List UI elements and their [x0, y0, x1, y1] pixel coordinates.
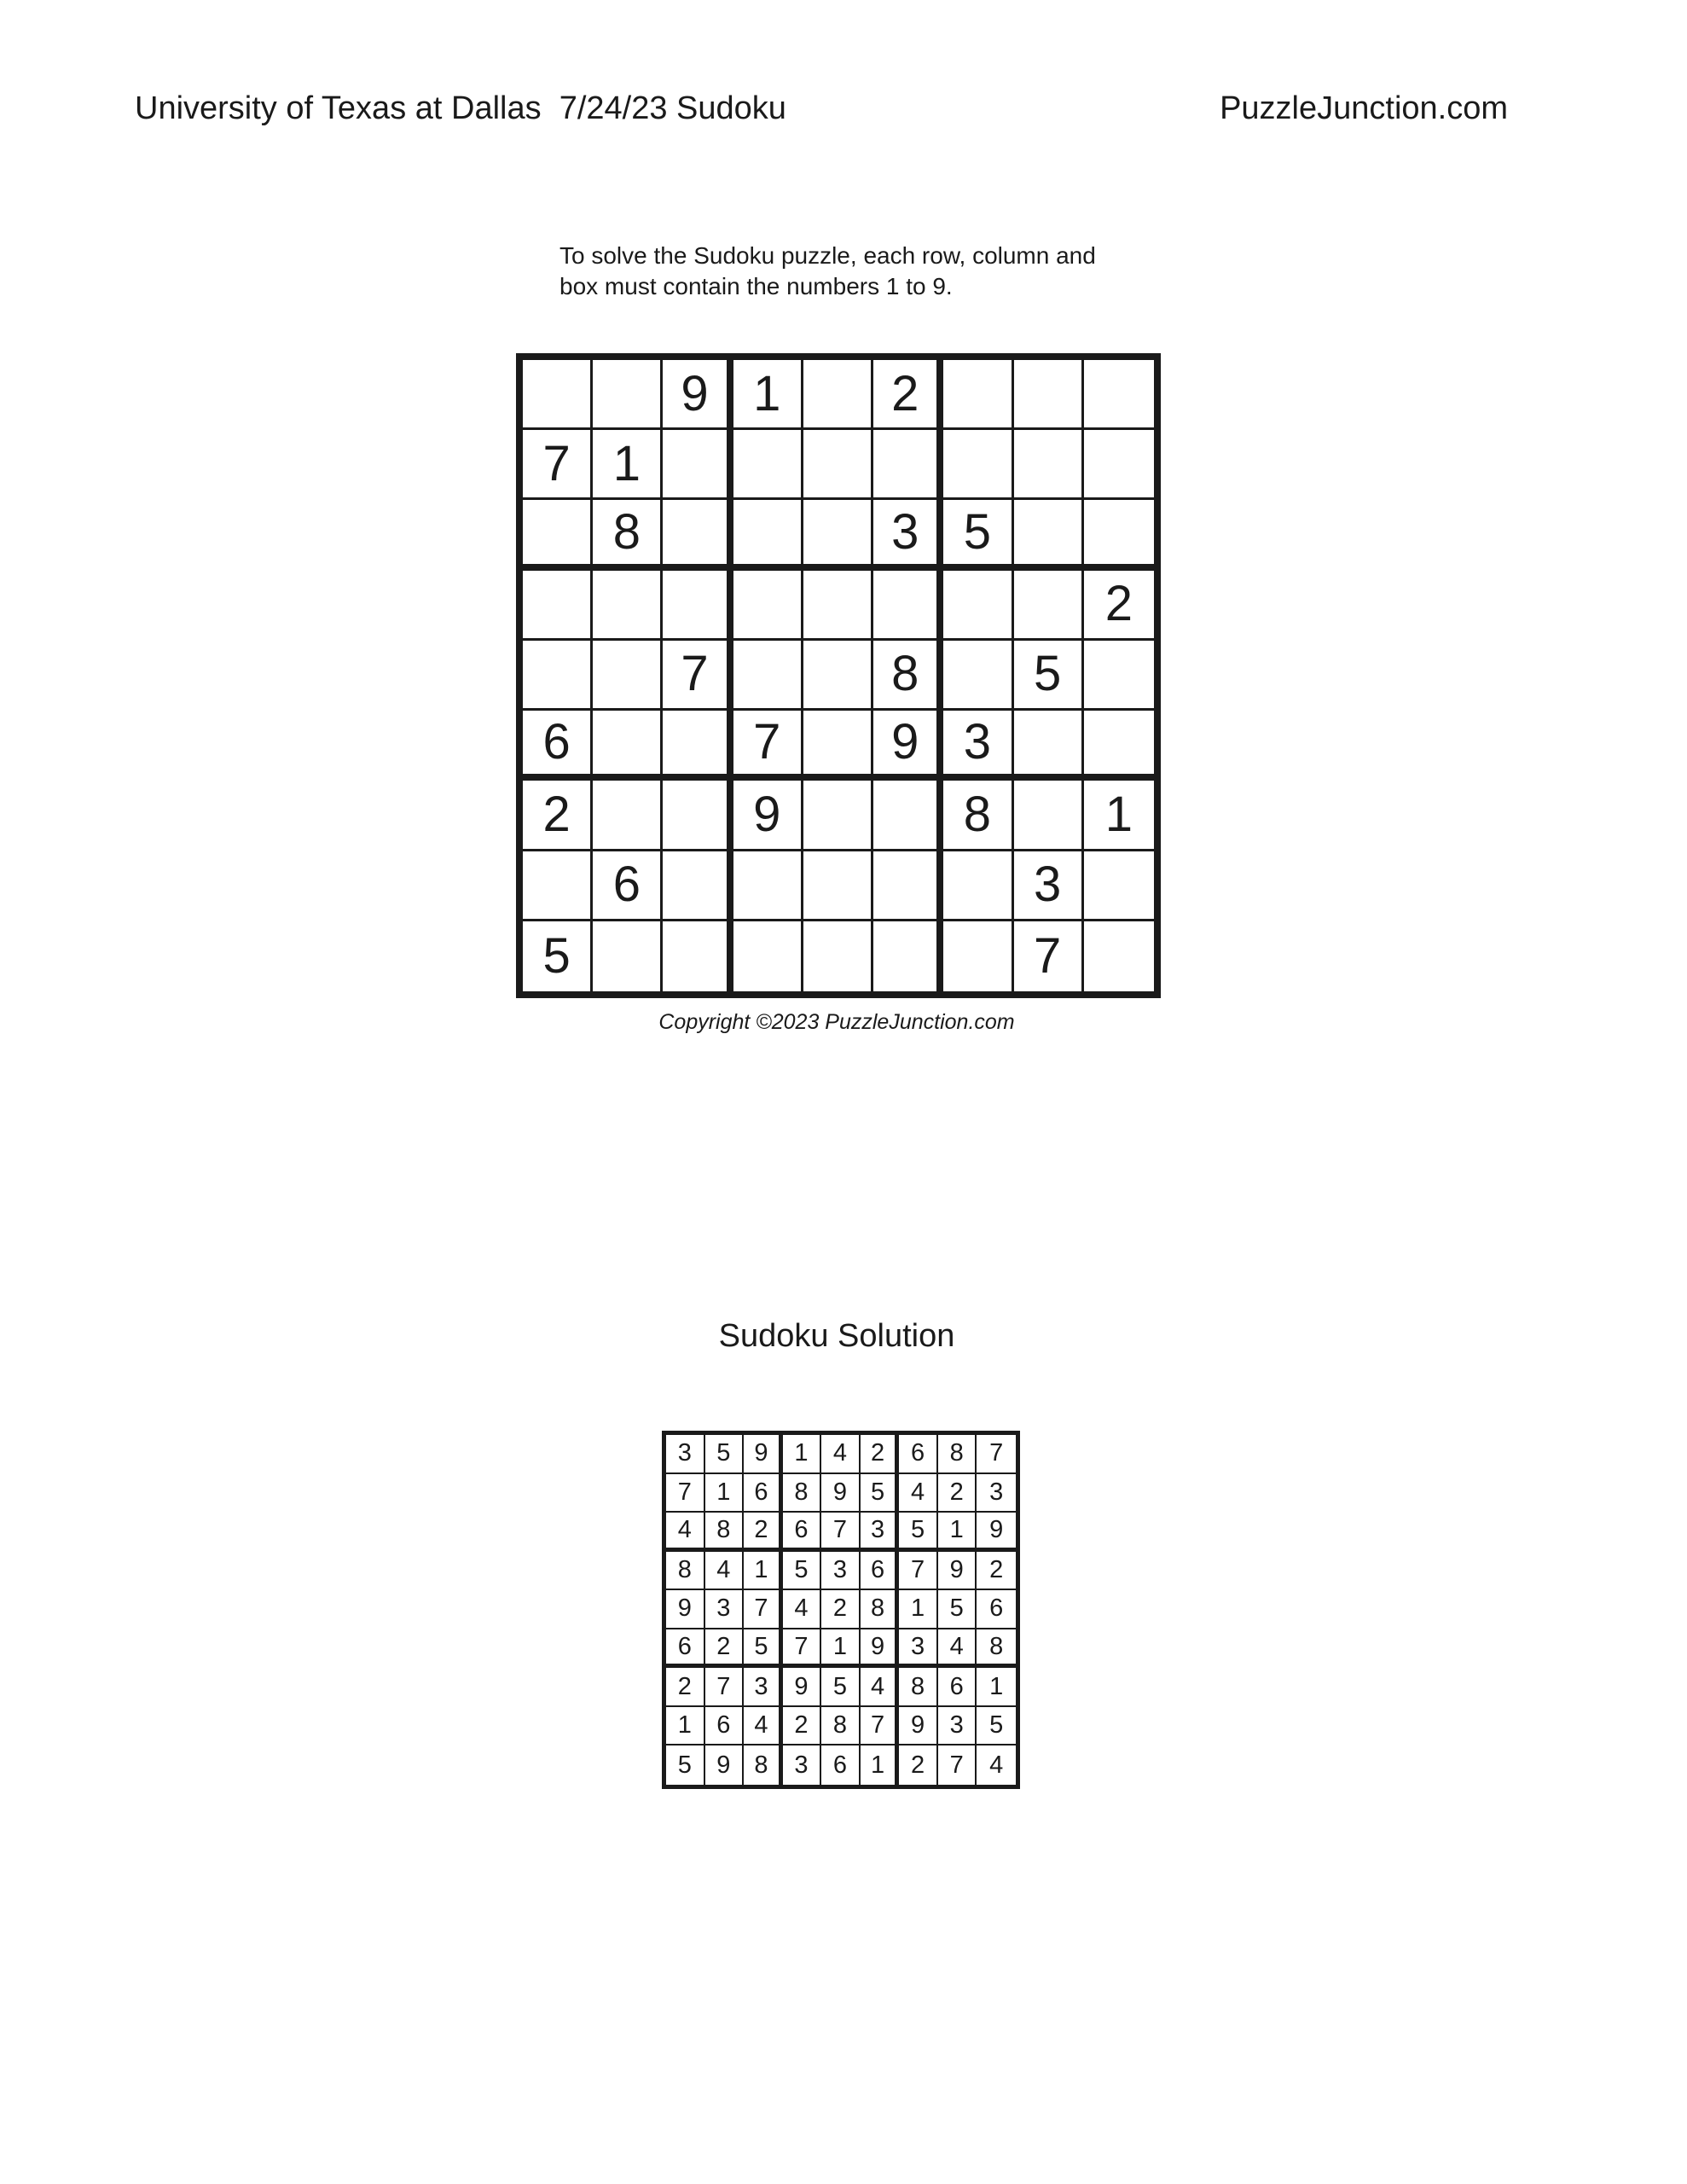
sudoku-cell	[523, 571, 593, 641]
sudoku-cell: 6	[593, 851, 663, 921]
sudoku-cell: 8	[943, 781, 1013, 851]
sudoku-cell	[873, 781, 943, 851]
sudoku-cell	[733, 851, 803, 921]
sudoku-cell: 2	[821, 1590, 861, 1629]
sudoku-cell	[943, 571, 1013, 641]
sudoku-cell	[1014, 711, 1084, 781]
sudoku-cell: 2	[861, 1435, 900, 1474]
sudoku-cell: 4	[899, 1474, 938, 1513]
sudoku-cell	[943, 921, 1013, 991]
sudoku-cell	[733, 500, 803, 570]
sudoku-cell: 9	[938, 1552, 977, 1591]
sudoku-cell: 1	[938, 1513, 977, 1552]
sudoku-cell	[523, 851, 593, 921]
sudoku-cell: 7	[783, 1629, 822, 1669]
sudoku-cell: 4	[744, 1707, 783, 1746]
sudoku-cell: 6	[783, 1513, 822, 1552]
sudoku-cell: 2	[783, 1707, 822, 1746]
sudoku-cell	[733, 921, 803, 991]
sudoku-cell: 6	[899, 1435, 938, 1474]
sudoku-cell: 5	[523, 921, 593, 991]
sudoku-cell: 5	[977, 1707, 1016, 1746]
sudoku-cell: 3	[705, 1590, 745, 1629]
sudoku-cell: 9	[873, 711, 943, 781]
sudoku-cell: 1	[1084, 781, 1154, 851]
sudoku-cell: 7	[861, 1707, 900, 1746]
sudoku-cell	[873, 921, 943, 991]
sudoku-cell	[803, 781, 873, 851]
sudoku-cell	[943, 430, 1013, 500]
sudoku-cell: 4	[821, 1435, 861, 1474]
sudoku-cell: 3	[873, 500, 943, 570]
sudoku-cell	[943, 360, 1013, 430]
sudoku-cell: 1	[861, 1745, 900, 1785]
sudoku-cell	[593, 571, 663, 641]
sudoku-cell	[803, 921, 873, 991]
sudoku-cell: 3	[977, 1474, 1016, 1513]
sudoku-cell	[803, 851, 873, 921]
sudoku-cell	[663, 571, 733, 641]
sudoku-cell: 1	[899, 1590, 938, 1629]
sudoku-cell	[803, 571, 873, 641]
sudoku-cell: 9	[977, 1513, 1016, 1552]
sudoku-cell	[1084, 711, 1154, 781]
sudoku-cell: 5	[1014, 641, 1084, 711]
sudoku-cell: 5	[666, 1745, 705, 1785]
sudoku-cell: 8	[783, 1474, 822, 1513]
sudoku-cell: 3	[938, 1707, 977, 1746]
sudoku-cell: 7	[744, 1590, 783, 1629]
sudoku-cell: 7	[821, 1513, 861, 1552]
sudoku-cell	[733, 430, 803, 500]
instructions	[559, 241, 1174, 302]
sudoku-cell: 2	[977, 1552, 1016, 1591]
sudoku-cell	[1084, 641, 1154, 711]
solution-title: Sudoku Solution	[718, 1318, 955, 1354]
sudoku-cell: 5	[821, 1668, 861, 1707]
sudoku-cell: 7	[705, 1668, 745, 1707]
sudoku-cell	[803, 360, 873, 430]
sudoku-cell: 5	[783, 1552, 822, 1591]
sudoku-cell: 7	[666, 1474, 705, 1513]
sudoku-cell: 6	[666, 1629, 705, 1669]
sudoku-cell	[593, 711, 663, 781]
solution-grid	[662, 1431, 1020, 1789]
sudoku-cell: 1	[733, 360, 803, 430]
sudoku-cell: 7	[1014, 921, 1084, 991]
sudoku-cell: 2	[523, 781, 593, 851]
sudoku-cell	[523, 360, 593, 430]
sudoku-cell: 3	[861, 1513, 900, 1552]
sudoku-cell: 1	[783, 1435, 822, 1474]
sudoku-cell	[1014, 360, 1084, 430]
sudoku-cell	[943, 641, 1013, 711]
sudoku-cell: 5	[899, 1513, 938, 1552]
site-name: PuzzleJunction.com	[1220, 90, 1508, 126]
sudoku-cell	[873, 571, 943, 641]
sudoku-cell	[663, 781, 733, 851]
sudoku-cell: 3	[821, 1552, 861, 1591]
sudoku-cell: 5	[705, 1435, 745, 1474]
sudoku-cell	[663, 851, 733, 921]
sudoku-cell	[1084, 360, 1154, 430]
sudoku-cell	[593, 781, 663, 851]
sudoku-cell: 9	[861, 1629, 900, 1669]
sudoku-cell: 9	[666, 1590, 705, 1629]
sudoku-cell: 8	[899, 1668, 938, 1707]
sudoku-cell: 2	[705, 1629, 745, 1669]
sudoku-cell: 4	[938, 1629, 977, 1669]
sudoku-cell: 4	[861, 1668, 900, 1707]
sudoku-cell: 6	[861, 1552, 900, 1591]
sudoku-cell: 2	[1084, 571, 1154, 641]
sudoku-cell: 6	[977, 1590, 1016, 1629]
sudoku-cell: 7	[938, 1745, 977, 1785]
sudoku-cell: 2	[899, 1745, 938, 1785]
sudoku-cell: 1	[744, 1552, 783, 1591]
sudoku-cell	[873, 430, 943, 500]
sudoku-cell	[803, 641, 873, 711]
sudoku-cell: 2	[873, 360, 943, 430]
sudoku-cell	[1014, 781, 1084, 851]
sudoku-cell: 9	[899, 1707, 938, 1746]
sudoku-cell: 8	[977, 1629, 1016, 1669]
sudoku-cell: 3	[1014, 851, 1084, 921]
sudoku-cell	[1014, 430, 1084, 500]
sudoku-cell	[1084, 921, 1154, 991]
sudoku-cell: 2	[666, 1668, 705, 1707]
sudoku-cell: 9	[663, 360, 733, 430]
sudoku-cell	[523, 641, 593, 711]
sudoku-cell: 8	[861, 1590, 900, 1629]
sudoku-cell: 9	[783, 1668, 822, 1707]
sudoku-cell: 3	[943, 711, 1013, 781]
sudoku-cell: 1	[705, 1474, 745, 1513]
sudoku-cell: 8	[821, 1707, 861, 1746]
sudoku-cell	[1084, 851, 1154, 921]
page-title: University of Texas at Dallas 7/24/23 Sudoku	[135, 90, 786, 126]
sudoku-cell: 1	[666, 1707, 705, 1746]
sudoku-cell: 5	[938, 1590, 977, 1629]
sudoku-cell: 8	[938, 1435, 977, 1474]
sudoku-cell: 8	[744, 1745, 783, 1785]
sudoku-cell: 3	[744, 1668, 783, 1707]
sudoku-cell: 9	[744, 1435, 783, 1474]
sudoku-cell	[803, 430, 873, 500]
sudoku-cell: 9	[705, 1745, 745, 1785]
sudoku-cell	[803, 711, 873, 781]
sudoku-cell	[803, 500, 873, 570]
sudoku-cell: 5	[861, 1474, 900, 1513]
sudoku-cell: 6	[821, 1745, 861, 1785]
sudoku-cell	[873, 851, 943, 921]
sudoku-cell	[733, 571, 803, 641]
sudoku-cell: 1	[593, 430, 663, 500]
sudoku-cell	[523, 500, 593, 570]
instructions-line-1: To solve the Sudoku puzzle, each row, column and	[559, 242, 1096, 269]
sudoku-cell: 2	[744, 1513, 783, 1552]
sudoku-cell: 8	[593, 500, 663, 570]
sudoku-cell	[1084, 430, 1154, 500]
sudoku-cell: 4	[989, 1751, 1004, 1779]
sudoku-cell	[663, 430, 733, 500]
sudoku-cell: 5	[943, 500, 1013, 570]
sudoku-cell: 4	[705, 1552, 745, 1591]
sudoku-cell	[1014, 500, 1084, 570]
sudoku-cell	[663, 921, 733, 991]
sudoku-cell: 2	[938, 1474, 977, 1513]
sudoku-cell: 7	[663, 641, 733, 711]
sudoku-cell: 9	[821, 1474, 861, 1513]
puzzle-grid	[516, 353, 1161, 998]
copyright-notice: Copyright ©2023 PuzzleJunction.com	[658, 1010, 1015, 1034]
sudoku-cell: 6	[523, 711, 593, 781]
sudoku-cell: 3	[783, 1745, 822, 1785]
sudoku-cell	[663, 500, 733, 570]
sudoku-cell: 6	[744, 1474, 783, 1513]
sudoku-cell	[1084, 500, 1154, 570]
sudoku-cell: 1	[821, 1629, 861, 1669]
sudoku-cell: 4	[666, 1513, 705, 1552]
sudoku-cell: 7	[733, 711, 803, 781]
sudoku-cell	[1014, 571, 1084, 641]
sudoku-cell	[733, 641, 803, 711]
sudoku-cell: 7	[523, 430, 593, 500]
sudoku-cell	[943, 851, 1013, 921]
sudoku-cell	[593, 641, 663, 711]
sudoku-cell: 6	[938, 1668, 977, 1707]
sudoku-cell: 3	[666, 1435, 705, 1474]
sudoku-cell: 7	[899, 1552, 938, 1591]
sudoku-cell: 8	[705, 1513, 745, 1552]
sudoku-cell: 8	[666, 1552, 705, 1591]
sudoku-cell: 5	[744, 1629, 783, 1669]
sudoku-cell: 3	[899, 1629, 938, 1669]
sudoku-cell	[593, 921, 663, 991]
sudoku-cell: 6	[705, 1707, 745, 1746]
sudoku-cell: 1	[977, 1668, 1016, 1707]
sudoku-cell: 4	[783, 1590, 822, 1629]
sudoku-cell: 9	[733, 781, 803, 851]
sudoku-cell	[663, 711, 733, 781]
instructions-line-2: box must contain the numbers 1 to 9.	[559, 273, 953, 299]
sudoku-cell: 7	[977, 1435, 1016, 1474]
sudoku-cell	[593, 360, 663, 430]
sudoku-cell: 8	[873, 641, 943, 711]
